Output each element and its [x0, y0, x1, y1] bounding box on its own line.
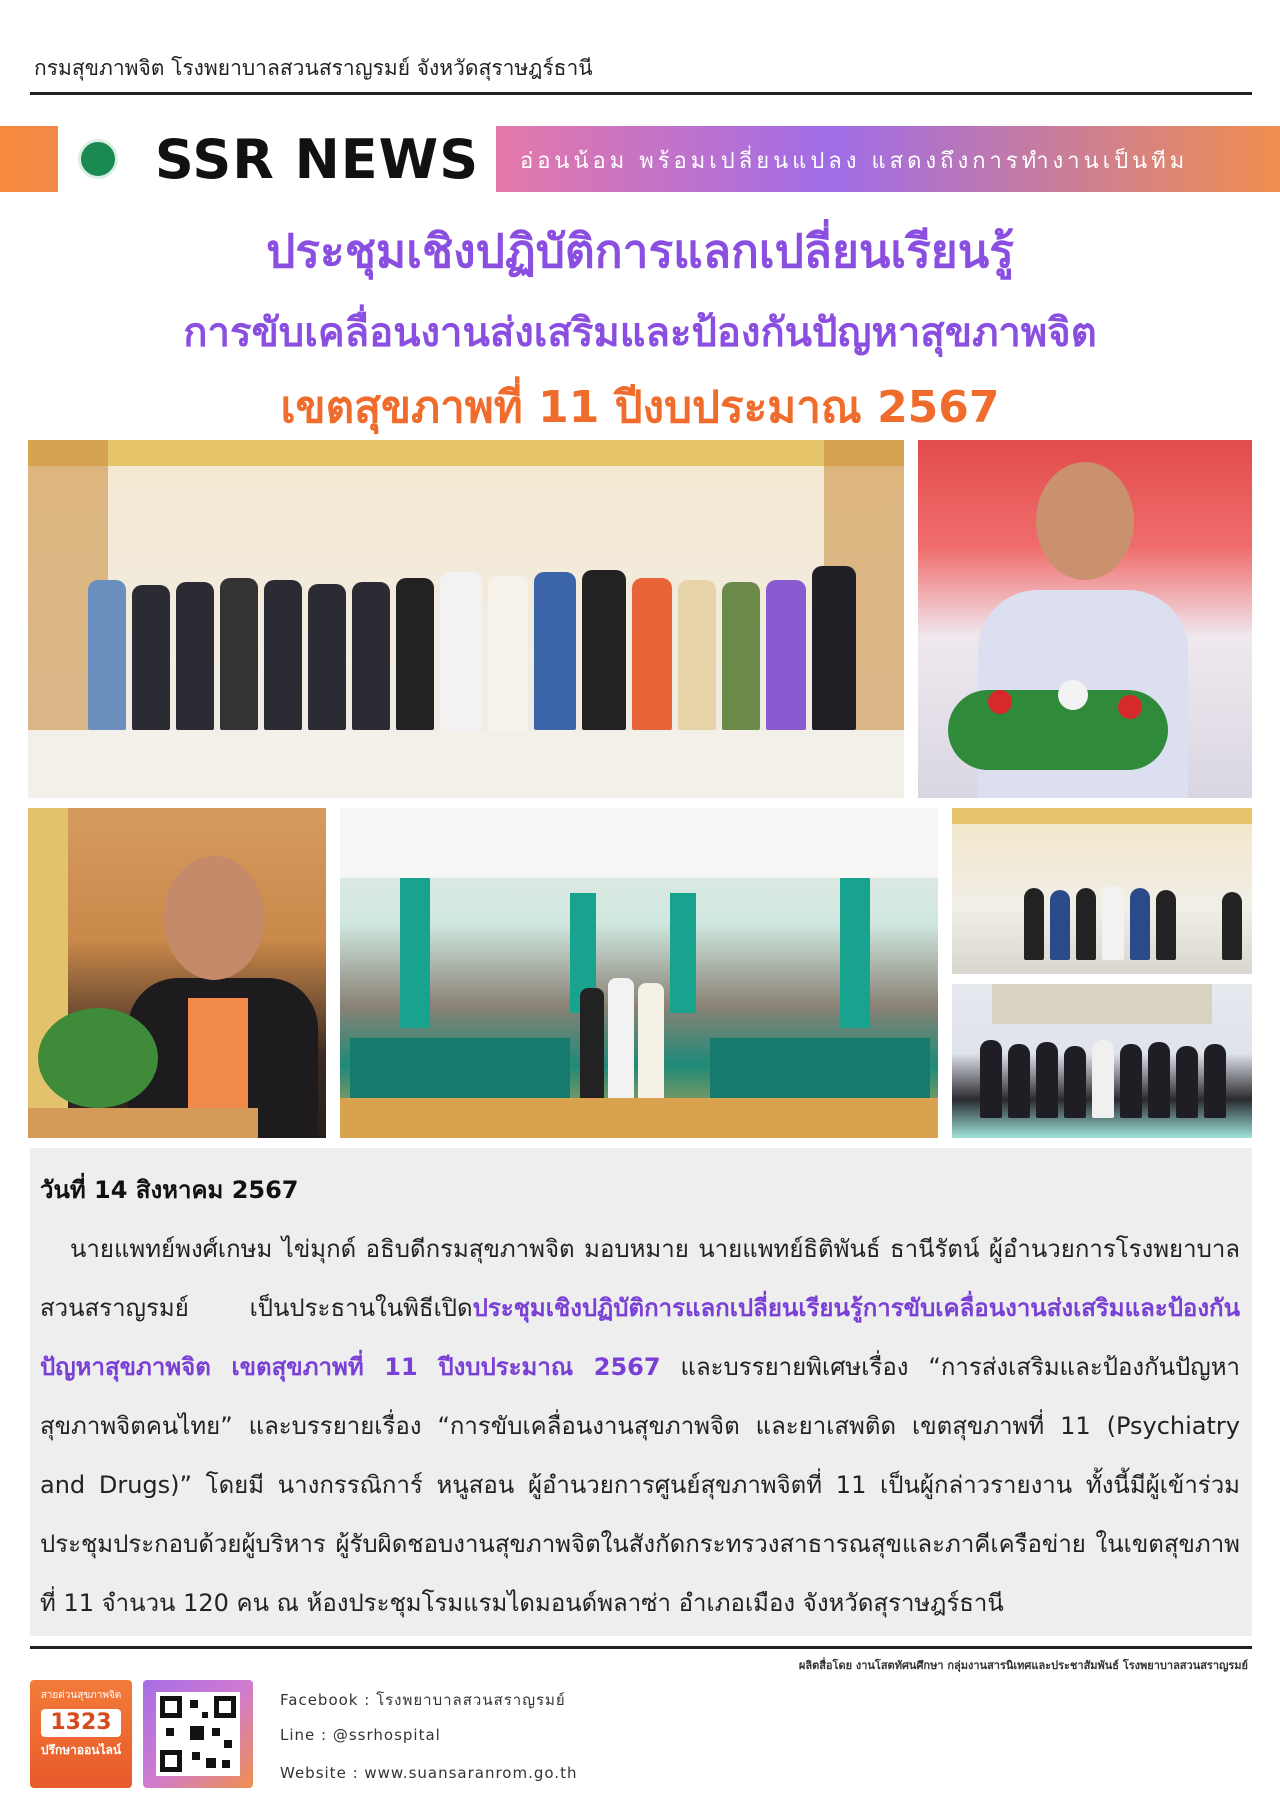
article-body	[40, 1220, 1240, 1633]
article-text-1: นายแพทย์พงศ์เกษม ไข่มุกด์ อธิบดีกรมสุขภาพจิต มอบหมาย นายแพทย์ธิติพันธ์ ธานีรัตน์ ผู้อำนวยการโรงพยาบาลสวนสราญรมย์ เป็นประธานในพิธีเปิด	[40, 1235, 1240, 1322]
article-date: วันที่ 14 สิงหาคม 2567	[40, 1176, 299, 1204]
hotline-subtitle: ปรึกษาออนไลน์	[40, 1743, 122, 1757]
qr-code-icon	[156, 1692, 240, 1776]
article-text-2: และบรรยายพิเศษเรื่อง “การส่งเสริมและป้องกันปัญหาสุขภาพจิตคนไทย” และบรรยายเรื่อง “การขับเคลื่อนงานสุขภาพจิต และยาเสพติด เขตสุขภาพที่ 11 (Psychiatry and Drugs)” โดยมี นางกรรณิการ์ หนูสอน ผู้อำนวยการศูนย์สุขภาพจิตที่ 11 เป็นผู้กล่าวรายงาน ทั้งนี้มีผู้เข้าร่วมประชุมประกอบด้วยผู้บริหาร ผู้รับผิดชอบงานสุขภาพจิตในสังกัดกระทรวงสาธารณสุขและภาคีเครือข่าย ในเขตสุขภาพที่ 11 จำนวน 120 คน ณ ห้องประชุมโรมแรมไดมอนด์พลาซ่า อำเภอเมือง จังหวัดสุราษฎร์ธานี	[40, 1353, 1241, 1617]
line-contact[interactable]: Line : @ssrhospital	[280, 1726, 441, 1744]
article-highlight: ประชุมเชิงปฏิบัติการแลกเปลี่ยนเรียนรู้การขับเคลื่อนงานส่งเสริมและป้องกันปัญหาสุขภาพจิต เขตสุขภาพที่ 11 ปีงบประมาณ 2567	[40, 1294, 1240, 1381]
department-of-mental-health-logo-icon	[78, 139, 118, 179]
brand-name: SSR NEWS	[154, 127, 480, 191]
organization-line: กรมสุขภาพจิต โรงพยาบาลสวนสราญรมย์ จังหวัดสุราษฎร์ธานี	[34, 56, 593, 80]
headline-line-3: เขตสุขภาพที่ 11 ปีงบประมาณ 2567	[280, 382, 1000, 433]
qr-code-box	[143, 1680, 253, 1788]
slogan: อ่อนน้อม พร้อมเปลี่ยนแปลง แสดงถึงการทำงานเป็นทีม	[520, 149, 1189, 174]
photo-conference-hall	[340, 808, 938, 1138]
brand-box	[138, 126, 496, 192]
photo-speaker-podium	[918, 440, 1252, 798]
top-divider	[30, 92, 1252, 95]
bottom-divider	[30, 1646, 1252, 1649]
photo-award-presentation	[952, 808, 1252, 974]
photo-team-group	[952, 984, 1252, 1138]
website-link[interactable]: Website : www.suansaranrom.go.th	[280, 1764, 578, 1782]
photo-group-stage	[28, 440, 904, 798]
headline-line-1: ประชุมเชิงปฏิบัติการแลกเปลี่ยนเรียนรู้	[266, 224, 1014, 278]
photo-lady-speaker	[28, 808, 326, 1138]
headline-line-2: การขับเคลื่อนงานส่งเสริมและป้องกันปัญหาสุขภาพจิต	[183, 310, 1097, 356]
production-credit: ผลิตสื่อโดย งานโสตทัศนศึกษา กลุ่มงานสารนิเทศและประชาสัมพันธ์ โรงพยาบาลสวนสราญรมย์	[798, 1659, 1248, 1672]
hotline-number: 1323	[41, 1709, 121, 1737]
hotline-label: สายด่วนสุขภาพจิต	[40, 1690, 122, 1701]
mental-health-hotline-badge	[30, 1680, 132, 1788]
facebook-contact[interactable]: Facebook : โรงพยาบาลสวนสราญรมย์	[280, 1691, 566, 1709]
logo-box	[58, 126, 138, 192]
